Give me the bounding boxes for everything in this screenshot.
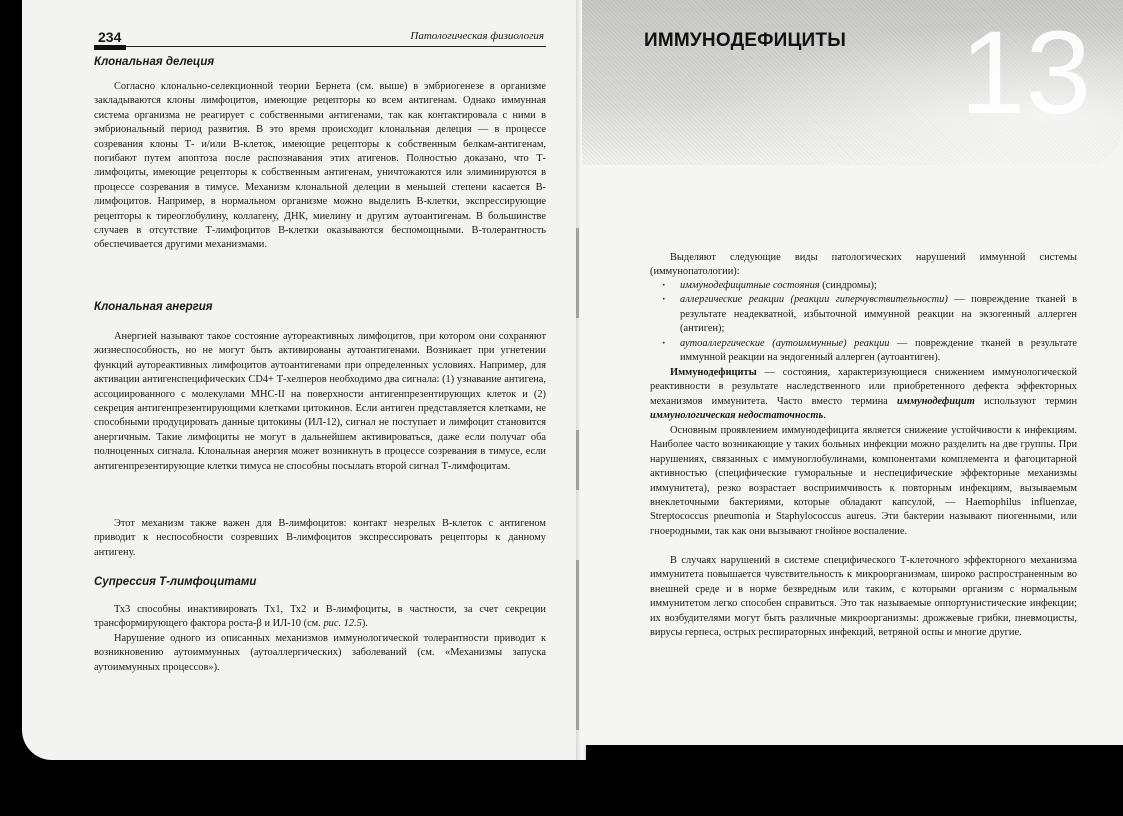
page-number-tab <box>94 45 126 50</box>
paragraph-tolerance-disruption: Нарушение одного из описанных механизмов иммунологической толерантности приводит к возникновению аутоиммунных (аутоаллергических) заболеваний (см. «Механизмы запуска аутоиммунных процессов»). <box>94 633 546 673</box>
immunopathology-list <box>650 279 1077 365</box>
paragraph-clonal-deletion: Согласно клонально-селекционной теории Бернета (см. выше) в эмбриогенезе в организме закладываются клоны лимфоцитов, имеющие рецепторы ко всем антигенам. Однако иммунная система организма не реагирует с собственными антигенами, так как контактировала с ними в эмбриональный период развития. В это время происходит клональная делеция — в процессе созревания клоны Т- и/или В-клеток, имеющие рецепторы к собственным белкам-антигенам, погибают путем апоптоза после распознавания этих атигенов. Полностью доказано, что Т-лимфоциты, имеющие рецепторы к собственным антигенам, уничтожаются или элиминируются в процессе созревания в тимусе. Механизм клональной делеции в меньшей степени касается В-лимфоцитов. Например, в нормальном организме можно выделить В-клетки, экспрессирующие рецепторы к тиреоглобулину, коллагену, ДНК, миелину и другим аутоантигенам. В большинстве случаев в отсутствие Т-лимфоцитов В-клетки оказываются беспомощными. В-толерантность обеспечивается другими механизмами. <box>94 81 546 251</box>
paragraph-t-suppression <box>94 603 546 632</box>
list-item-text: — повреждение тканей в результате неадекватной, избыточной иммунной реакции на экзогенный аллерген (антиген); <box>680 294 1077 335</box>
paragraph-infections: Основным проявлением иммунодефицита является снижение устойчивости к инфекциям. Наиболее часто возникающие у таких больных инфекции можно разделить на две группы. При нарушениях, связанных с иммуноглобулинами, компонентами комплемента и фагоцитарной активностью (специфические гуморальные и неспецифические эффекторные механизмы иммунитета), резко возрастает восприимчивость к повторным инфекциям, вызываемым внеклеточными бактериями, которые обладают капсулой, — Haemophilus influenzae, Streptococcus pneumonia и Staphylococcus aureus. Эти бактерии называют пиогенными, или гноеродными, так как они вызывают гнойное воспаление. <box>650 425 1077 537</box>
text-run: — состояния, характеризующиеся снижением иммунологической реактивности в результате наследственного или приобретенного дефекта эффекторных механизмов иммунитета. Часто вместо термина <box>650 367 1077 407</box>
gutter-mark <box>576 228 579 318</box>
list-item-term: иммунодефицитные состояния <box>680 280 820 291</box>
list-item-term: аутоаллергические (аутоиммунные) реакции <box>680 337 890 349</box>
text-run: ). <box>361 618 368 630</box>
list-item-term: аллергические реакции (реакции гиперчувствительности) <box>680 294 948 306</box>
term-immunodeficit: иммунодефицит <box>896 395 975 407</box>
chapter-number: 13 <box>960 7 1092 139</box>
left-page <box>22 0 582 760</box>
section-heading-clonal-deletion: Клональная делеция <box>94 56 215 68</box>
paragraph-definition <box>650 366 1077 424</box>
running-header <box>94 28 546 47</box>
list-item <box>650 293 1077 336</box>
list-item-text: (синдромы); <box>819 280 877 291</box>
list-item <box>650 279 1077 293</box>
right-page <box>582 0 1123 745</box>
gutter-mark <box>576 430 579 490</box>
paragraph-intro: Выделяют следующие виды патологических нарушений иммунной системы (иммунопатологии): <box>650 252 1077 278</box>
text-run: . <box>823 410 826 422</box>
term-immunological-insufficiency: иммунологическая недостаточность <box>650 410 824 422</box>
paragraph-b-lymphocytes: Этот механизм также важен для В-лимфоцитов: контакт незрелых В-клеток с антигеном приводит к неспособности созревших В-лимфоцитов экспрессировать рецепторы к данному антигену. <box>94 518 546 558</box>
chapter-title: ИММУНОДЕФИЦИТЫ <box>644 30 847 51</box>
figure-reference: рис. 12.5 <box>323 618 362 630</box>
list-item-text: — повреждение тканей в результате иммунной реакции на эндогенный аллерген (аутоантиген). <box>680 337 1078 364</box>
text-run: используют термин <box>974 395 1078 407</box>
chapter-banner <box>582 0 1123 165</box>
paragraph-t-cell-defects: В случаях нарушений в системе специфического Т-клеточного эффекторного механизма иммунитета повышается чувствительность к микроорганизмам, широко распространенным во внешней среде и в норме безвредным или таким, с которыми организм с нормальным иммунитетом легко способен справиться. Это так называемые оппортунистические инфекции; их возбудителями могут быть различные микроорганизмы: дрожжевые грибки, пневмоцисты, вирусы герпеса, острых респираторных инфекций, ветряной оспы и многие другие. <box>650 555 1077 639</box>
list-item <box>650 337 1077 366</box>
defined-term: Иммунодефициты <box>670 367 757 378</box>
running-title: Патологическая физиология <box>410 30 544 42</box>
page-number: 234 <box>98 29 122 45</box>
paragraph-clonal-anergy: Анергией называют такое состояние аутореактивных лимфоцитов, при котором они сохраняют жизнеспособность, но не могут быть активированы аутоантигенами. Возникает при угнетении функций аутореактивных лимфоцитов аутоантигенами при определенных условиях. Например, для активации антигенспецифических CD4+ Т-хелперов необходимо два сигнала: (1) узнавание антигена, ассоциированного с молекулами МНС-II на поверхности антигенпрезентирующих клеток и (2) секреция антигенпрезентирующими клетками цитокинов. Если антиген представляется клетками, не способными продуцировать данные цитокины (ИЛ-12), сигнал не поступает и лимфоцит становится анергичным. Такие лимфоциты не могут в дальнейшем активироваться, даже если получат оба полноценных сигнала. Клональная анергия может возникнуть в процессе созревания в тимусе, если антигенпрезентирующие клетки тимуса не способны посылать второй сигнал Т-лимфоцитам. <box>94 331 546 472</box>
section-heading-t-suppression: Супрессия Т-лимфоцитами <box>94 576 257 588</box>
gutter-mark <box>576 560 579 730</box>
text-run: Тх3 способны инактивировать Тх1, Тх2 и В-лимфоциты, в частности, за счет секреции трансформирующего фактора роста-β и ИЛ-10 (см. <box>94 604 546 630</box>
section-heading-clonal-anergy: Клональная анергия <box>94 301 213 313</box>
